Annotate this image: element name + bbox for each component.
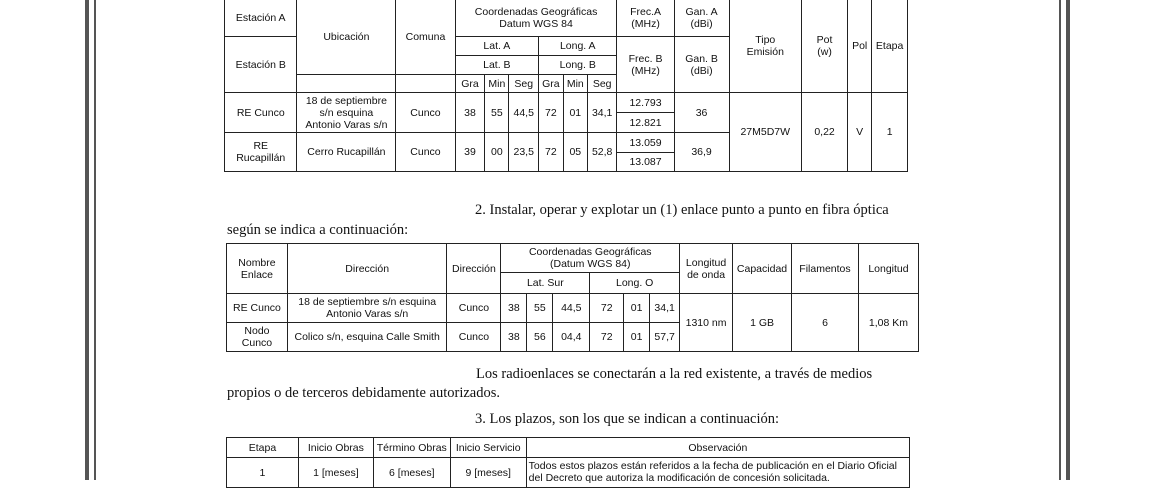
shared-capacidad: 1 GB bbox=[733, 294, 792, 352]
header-long-b: Long. B bbox=[539, 56, 617, 75]
table-row-lat-gra: 38 bbox=[501, 294, 527, 323]
table-row-frec-b: 13.087 bbox=[617, 153, 674, 172]
header-observacion: Observación bbox=[526, 438, 909, 458]
header-etapa: Etapa bbox=[227, 438, 299, 458]
table-row-long-seg: 57,7 bbox=[650, 323, 680, 352]
table-row-long-seg: 34,1 bbox=[650, 294, 680, 323]
deadlines-table bbox=[226, 437, 910, 488]
header-ubicacion: Ubicación bbox=[297, 0, 396, 75]
paragraph-2-line-1: 2. Instalar, operar y explotar un (1) enlace punto a punto en fibra óptica bbox=[475, 202, 889, 218]
header-filamentos: Filamentos bbox=[792, 244, 859, 294]
table-row-lat-gra: 38 bbox=[455, 93, 485, 133]
frame-line-left-outer bbox=[85, 0, 89, 480]
table-row-long-min: 01 bbox=[624, 323, 650, 352]
table-row-ubicacion: Cerro Rucapillán bbox=[297, 133, 396, 172]
header-frec-a: Frec.A (MHz) bbox=[617, 0, 674, 37]
table-row-long-gra: 72 bbox=[539, 133, 564, 172]
shared-etapa: 1 bbox=[872, 93, 908, 172]
table-row-etapa: 1 bbox=[227, 458, 299, 488]
header-lat-sur: Lat. Sur bbox=[501, 273, 590, 294]
header-coordenadas: Coordenadas Geográficas (Datum WGS 84) bbox=[501, 244, 680, 273]
table-row-direccion: 18 de septiembre s/n esquina Antonio Varas s/n bbox=[287, 294, 447, 323]
header-gra: Gra bbox=[539, 75, 564, 93]
header-estacion-a: Estación A bbox=[225, 0, 297, 37]
header-pot: Pot (w) bbox=[801, 0, 847, 93]
header-longitud: Longitud bbox=[858, 244, 918, 294]
table-row-lat-min: 56 bbox=[527, 323, 553, 352]
header-seg: Seg bbox=[509, 75, 539, 93]
table-row-termino-obras: 6 [meses] bbox=[373, 458, 450, 488]
header-seg: Seg bbox=[587, 75, 617, 93]
header-gra: Gra bbox=[455, 75, 485, 93]
header-gan-b: Gan. B (dBi) bbox=[674, 37, 729, 93]
table-row-direccion: Colico s/n, esquina Calle Smith bbox=[287, 323, 447, 352]
header-inicio-obras: Inicio Obras bbox=[298, 438, 373, 458]
header-inicio-servicio: Inicio Servicio bbox=[450, 438, 526, 458]
paragraph-2-line-2: según se indica a continuación: bbox=[227, 222, 409, 238]
header-frec-b: Frec. B (MHz) bbox=[617, 37, 674, 93]
header-min: Min bbox=[485, 75, 509, 93]
table-row-lat-seg: 04,4 bbox=[553, 323, 590, 352]
table-row-lat-seg: 23,5 bbox=[509, 133, 539, 172]
table-row-nombre: RE Cunco bbox=[227, 294, 288, 323]
header-lat-b: Lat. B bbox=[455, 56, 538, 75]
fiber-link-table bbox=[226, 243, 919, 352]
radio-stations-table bbox=[224, 0, 908, 172]
table-row-direccion-2: Cunco bbox=[447, 294, 501, 323]
table-row-inicio-obras: 1 [meses] bbox=[298, 458, 373, 488]
table-row-long-gra: 72 bbox=[590, 294, 624, 323]
table-row-inicio-servicio: 9 [meses] bbox=[450, 458, 526, 488]
table-row-long-gra: 72 bbox=[539, 93, 564, 133]
table-row-estacion: RE Cunco bbox=[225, 93, 297, 133]
frame-line-left-inner bbox=[94, 0, 96, 480]
header-longitud-onda: Longitud de onda bbox=[680, 244, 733, 294]
paragraph-radioenlaces-line-2: propios o de terceros debidamente autorizados. bbox=[227, 385, 500, 401]
table-row-ubicacion: 18 de septiembre s/n esquina Antonio Varas s/n bbox=[297, 93, 396, 133]
header-min: Min bbox=[563, 75, 587, 93]
paragraph-radioenlaces-line-1: Los radioenlaces se conectarán a la red existente, a través de medios bbox=[476, 366, 873, 382]
header-long-o: Long. O bbox=[590, 273, 680, 294]
shared-pol: V bbox=[848, 93, 872, 172]
table-row-long-min: 05 bbox=[563, 133, 587, 172]
paragraph-3: 3. Los plazos, son los que se indican a continuación: bbox=[475, 411, 780, 427]
table-row-estacion: RE Rucapillán bbox=[225, 133, 297, 172]
table-row-long-min: 01 bbox=[563, 93, 587, 133]
table-row-comuna: Cunco bbox=[396, 133, 455, 172]
table-row-comuna: Cunco bbox=[396, 93, 455, 133]
header-gan-a: Gan. A (dBi) bbox=[674, 0, 729, 37]
frame-line-right-outer bbox=[1066, 0, 1070, 480]
shared-longitud-onda: 1310 nm bbox=[680, 294, 733, 352]
table-row-long-min: 01 bbox=[624, 294, 650, 323]
shared-longitud: 1,08 Km bbox=[858, 294, 918, 352]
table-row-gan: 36,9 bbox=[674, 133, 729, 172]
header-etapa: Etapa bbox=[872, 0, 908, 93]
shared-pot: 0,22 bbox=[801, 93, 847, 172]
table-row-lat-seg: 44,5 bbox=[553, 294, 590, 323]
table-row-lat-gra: 39 bbox=[455, 133, 485, 172]
header-direccion: Dirección bbox=[287, 244, 447, 294]
header-pol: Pol bbox=[848, 0, 872, 93]
table-row-lat-gra: 38 bbox=[501, 323, 527, 352]
table-row-long-gra: 72 bbox=[590, 323, 624, 352]
header-nombre-enlace: Nombre Enlace bbox=[227, 244, 288, 294]
table-row-frec-a: 13.059 bbox=[617, 133, 674, 153]
table-row-long-seg: 52,8 bbox=[587, 133, 617, 172]
table-row-lat-min: 55 bbox=[527, 294, 553, 323]
table-row-frec-b: 12.821 bbox=[617, 113, 674, 133]
table-row-long-seg: 34,1 bbox=[587, 93, 617, 133]
table-row-lat-min: 00 bbox=[485, 133, 509, 172]
header-lat-a: Lat. A bbox=[455, 37, 538, 56]
table-row-gan: 36 bbox=[674, 93, 729, 133]
table-row-lat-min: 55 bbox=[485, 93, 509, 133]
table-row-nombre: Nodo Cunco bbox=[227, 323, 288, 352]
header-tipo-emision: Tipo Emisión bbox=[729, 0, 801, 93]
shared-filamentos: 6 bbox=[792, 294, 859, 352]
header-estacion-b: Estación B bbox=[225, 37, 297, 93]
header-comuna: Comuna bbox=[396, 0, 455, 75]
table-row-lat-seg: 44,5 bbox=[509, 93, 539, 133]
table-row-frec-a: 12.793 bbox=[617, 93, 674, 113]
header-direccion-2: Dirección bbox=[447, 244, 501, 294]
header-termino-obras: Término Obras bbox=[373, 438, 450, 458]
header-coordenadas: Coordenadas Geográficas Datum WGS 84 bbox=[455, 0, 617, 37]
header-long-a: Long. A bbox=[539, 37, 617, 56]
header-capacidad: Capacidad bbox=[733, 244, 792, 294]
shared-tipo-emision: 27M5D7W bbox=[729, 93, 801, 172]
table-row-observacion: Todos estos plazos están referidos a la fecha de publicación en el Diario Oficial del Decreto que autoriza la modificación de concesión solicitada. bbox=[526, 458, 909, 488]
frame-line-right-inner bbox=[1059, 0, 1061, 480]
table-row-direccion-2: Cunco bbox=[447, 323, 501, 352]
